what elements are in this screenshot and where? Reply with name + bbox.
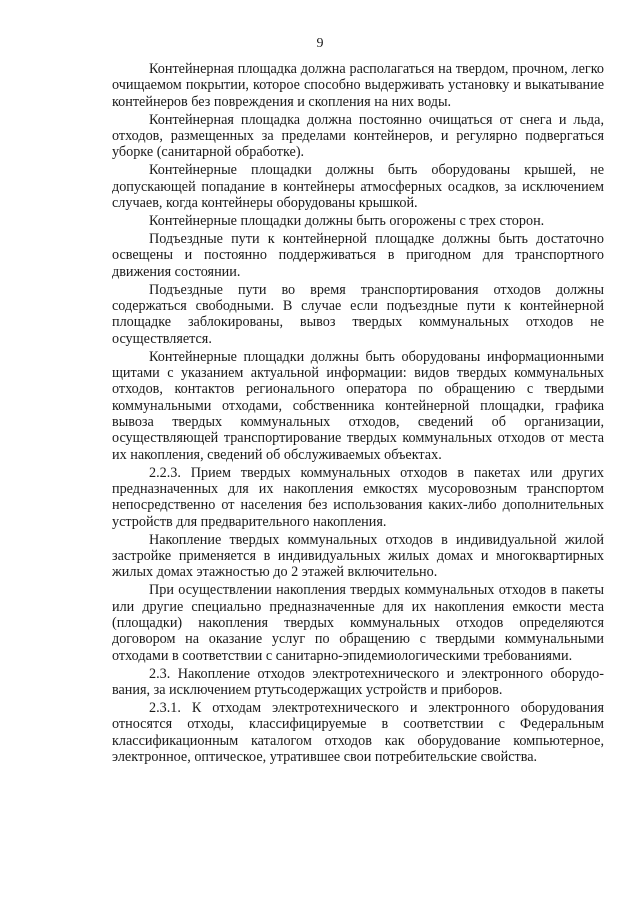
paragraph-individual-housing: Накопление твердых коммунальных отходов в индивидуальной жилой застройке применяется в индивидуальных жилых домах и многоквартирных жилых домах этажностью до 2 этажей включительно. bbox=[112, 531, 604, 581]
paragraph-2-2-3: 2.2.3. Прием твердых коммунальных отходов в пакетах или других предназначенных для их накопления емкостях мусоровозным транспортом непосредственно от населения без использования каких-либо дополнительных устройств для предварительного накопления. bbox=[112, 464, 604, 530]
paragraph-bag-collection: При осуществлении накопления твердых коммунальных отходов в пакеты или другие специально предназначенные для их накопления емкости места (площадки) накопления твердых коммунальных отходов определяются договором на оказание услуг по обращению с твердыми коммунальными отходами в соответствии с санитарно-эпидемиологическими требованиями. bbox=[112, 582, 604, 664]
page-number: 9 bbox=[316, 36, 324, 51]
body-text bbox=[112, 61, 604, 767]
paragraph-container-fence: Контейнерные площадки должны быть огорожены с трех сторон. bbox=[149, 213, 545, 230]
paragraph-container-surface: Контейнерная площадка должна располагаться на твердом, прочном, легко очищаемом покрытии, которое способно выдерживать установку и выкатывание контейнеров без повреждения и скопления на них воды. bbox=[112, 61, 604, 110]
paragraph-container-roof: Контейнерные площадки должны быть оборудованы крышей, не допускающей попадание в контейнеры атмосферных осадков, за исключением случаев, когда контейнеры оборудованы крышкой. bbox=[112, 162, 604, 211]
paragraph-2-3-1: 2.3.1. К отходам электротехнического и электронного оборудования относятся отходы, классифицируемые в соответствии с Федеральным классификационным каталогом отходов как оборудование компьютерное, электронное, оптическое, утратившее свои потребительские свойства. bbox=[112, 700, 604, 765]
paragraph-access-lighting: Подъездные пути к контейнерной площадке должны быть достаточно освещены и постоянно поддерживаться в пригодном для транспортного движения состоянии. bbox=[112, 231, 604, 280]
paragraph-2-3: 2.3. Накопление отходов электротехнического и электронного оборудования, за исключением ртутьсодержащих устройств и приборов. bbox=[112, 665, 604, 698]
paragraph-access-free: Подъездные пути во время транспортирования отходов должны содержаться свободными. В случае если подъездные пути к контейнерной площадке заблокированы, вывоз твердых коммунальных отходов не осуществляется. bbox=[112, 281, 604, 347]
paragraph-info-boards: Контейнерные площадки должны быть оборудованы информационными щитами с указанием актуальной информации: видов твердых коммунальных отходов, контактов регионального оператора по обращению с твердыми коммунальными отходами, собственника контейнерной площадки, графика вывоза твердых коммунальных отходов, сведений об организации, осуществляющей транспортирование твердых коммунальных отходов от места их накопления, сведений об обслуживаемых объектах. bbox=[112, 348, 604, 463]
paragraph-container-cleaning: Контейнерная площадка должна постоянно очищаться от снега и льда, отходов, размещенных за пределами контейнеров, и регулярно подвергаться уборке (санитарной обработке). bbox=[112, 111, 604, 161]
